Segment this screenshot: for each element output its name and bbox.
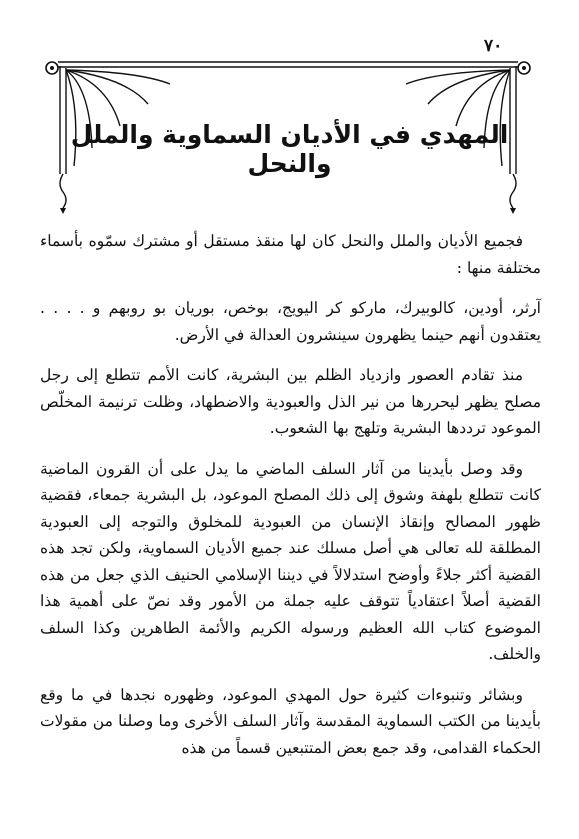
paragraph: منذ تقادم العصور وازدياد الظلم بين البشرية، كانت الأمم تتطلع إلى رجل مصلح يظهر ليحررها من نير الذل والعبودية والاضطهاد، وظلت ترنيمة المخلّص الموعود ترددها البشرية وتلهج بها الشعوب. bbox=[40, 366, 541, 437]
paragraph: فجميع الأديان والملل والنحل كان لها منقذ مستقل أو مشترك سمّوه بأسماء مختلفة منها : bbox=[40, 232, 541, 277]
chapter-title: المهدي في الأديان السماوية والملل والنحل bbox=[70, 120, 509, 178]
page-number: ٧٠ bbox=[484, 36, 503, 56]
paragraph: آرثر، أودين، كالوبيرك، ماركو كر اليويج، بوخص، بوريان بو روبهم و . . . . يعتقدون أنهم حينما يظهرون سينشرون العدالة في الأرض. bbox=[40, 299, 541, 344]
paragraph: وقد وصل بأيدينا من آثار السلف الماضي ما يدل على أن القرون الماضية كانت تتطلع بلهفة وشوق إلى ذلك المصلح الموعود، بل البشرية جمعاء، فقضية ظهور المصالح وإنقاذ الإنسان من العبودية للمخلوق والتوجه إلى العبودية المطلقة لله تعالى هي أصل مسلك عند جميع الأديان السماوية، ولكن تجد هذه القضية أكثر جلاءً وأوضح استدلالاً في ديننا الإسلامي الحنيف الذي جعل من هذه القضية أصلاً اعتقادياً تتوقف عليه جملة من الأمور وقد نصّ على أهمية هذا الموضوع كتاب الله العظيم ورسوله الكريم والأئمة الطاهرين وكذا السلف والخلف. bbox=[40, 459, 541, 663]
body-text bbox=[40, 228, 541, 775]
paragraph: وبشائر وتنبوءات كثيرة حول المهدي الموعود، وظهوره نجدها في ما وقع بأيدينا من الكتب السماوية المقدسة وآثار السلف الأخرى وما وصلنا من مقولات الحكماء القدامى، وقد جمع بعض المتتبعين قسماً من هذه bbox=[40, 685, 541, 757]
